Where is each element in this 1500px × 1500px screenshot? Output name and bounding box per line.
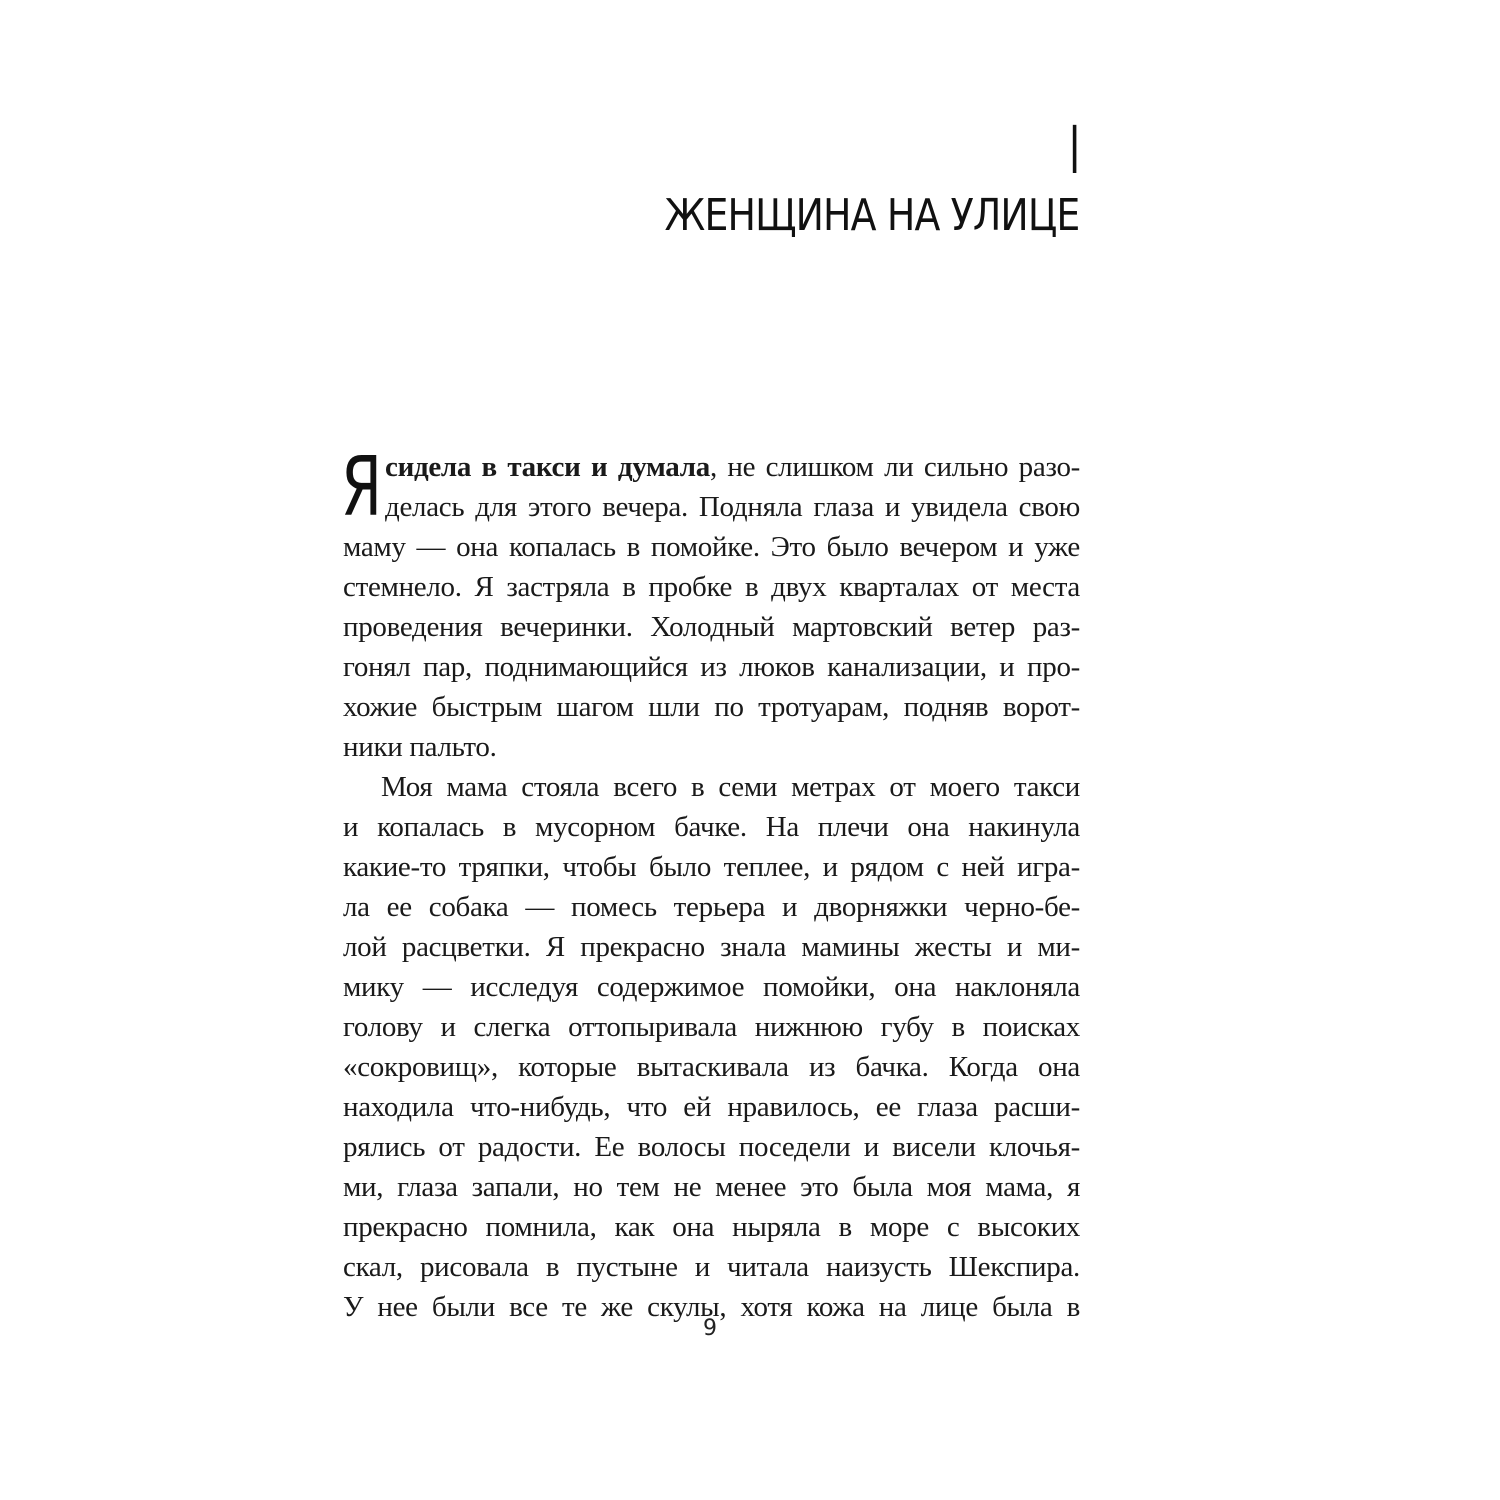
lead-in-bold: сидела в такси и думала <box>385 451 710 483</box>
chapter-body <box>341 440 1080 1327</box>
text-line: голову и слегка оттопыривала нижнюю губу в поисках <box>343 1011 1080 1043</box>
text-line: проведения вечеринки. Холодный мартовский ветер раз- <box>343 611 1080 643</box>
page-number: 9 <box>703 1316 717 1341</box>
text-line: У нее были все те же скулы, хотя кожа на лице была в <box>343 1291 1080 1323</box>
text-line: прекрасно помнила, как она ныряла в море с высоких <box>343 1211 1080 1243</box>
text-line: рялись от радости. Ее волосы поседели и висели клочья- <box>343 1131 1080 1163</box>
text-fragment: , не слишком ли сильно разо- <box>709 451 1080 483</box>
text-line: находила что-нибудь, что ей нравилось, ее глаза расши- <box>343 1091 1080 1123</box>
text-line: ники пальто. <box>343 731 497 763</box>
text-line: ми, глаза запали, но тем не менее это была моя мама, я <box>343 1171 1080 1203</box>
text-line: маму — она копалась в помойке. Это было вечером и уже <box>343 531 1080 563</box>
text-line: мику — исследуя содержимое помойки, она наклоняла <box>343 971 1080 1003</box>
text-line: и копалась в мусорном бачке. На плечи она накинула <box>343 811 1080 843</box>
text-line: хожие быстрым шагом шли по тротуарам, подняв ворот- <box>343 691 1080 723</box>
chapter-number: I <box>1069 112 1080 189</box>
text-line: скал, рисовала в пустыне и читала наизусть Шекспира. <box>343 1251 1080 1283</box>
text-line: стемнело. Я застряла в пробке в двух кварталах от места <box>343 571 1080 603</box>
text-line: «сокровищ», которые вытаскивала из бачка. Когда она <box>343 1051 1080 1083</box>
text-line: гонял пар, поднимающийся из люков канализации, и про- <box>343 651 1080 683</box>
text-line: лой расцветки. Я прекрасно знала мамины жесты и ми- <box>343 931 1080 963</box>
text-line <box>343 447 1080 487</box>
text-line: ла ее собака — помесь терьера и дворняжки черно-бе- <box>343 891 1080 923</box>
text-line: Моя мама стояла всего в семи метрах от моего такси <box>381 771 1080 803</box>
text-line: делась для этого вечера. Подняла глаза и увидела свою <box>385 491 1080 523</box>
drop-cap: Я <box>341 440 383 535</box>
text-line: какие-то тряпки, чтобы было теплее, и рядом с ней игра- <box>343 851 1080 883</box>
chapter-title: ЖЕНЩИНА НА УЛИЦЕ <box>664 190 1079 241</box>
